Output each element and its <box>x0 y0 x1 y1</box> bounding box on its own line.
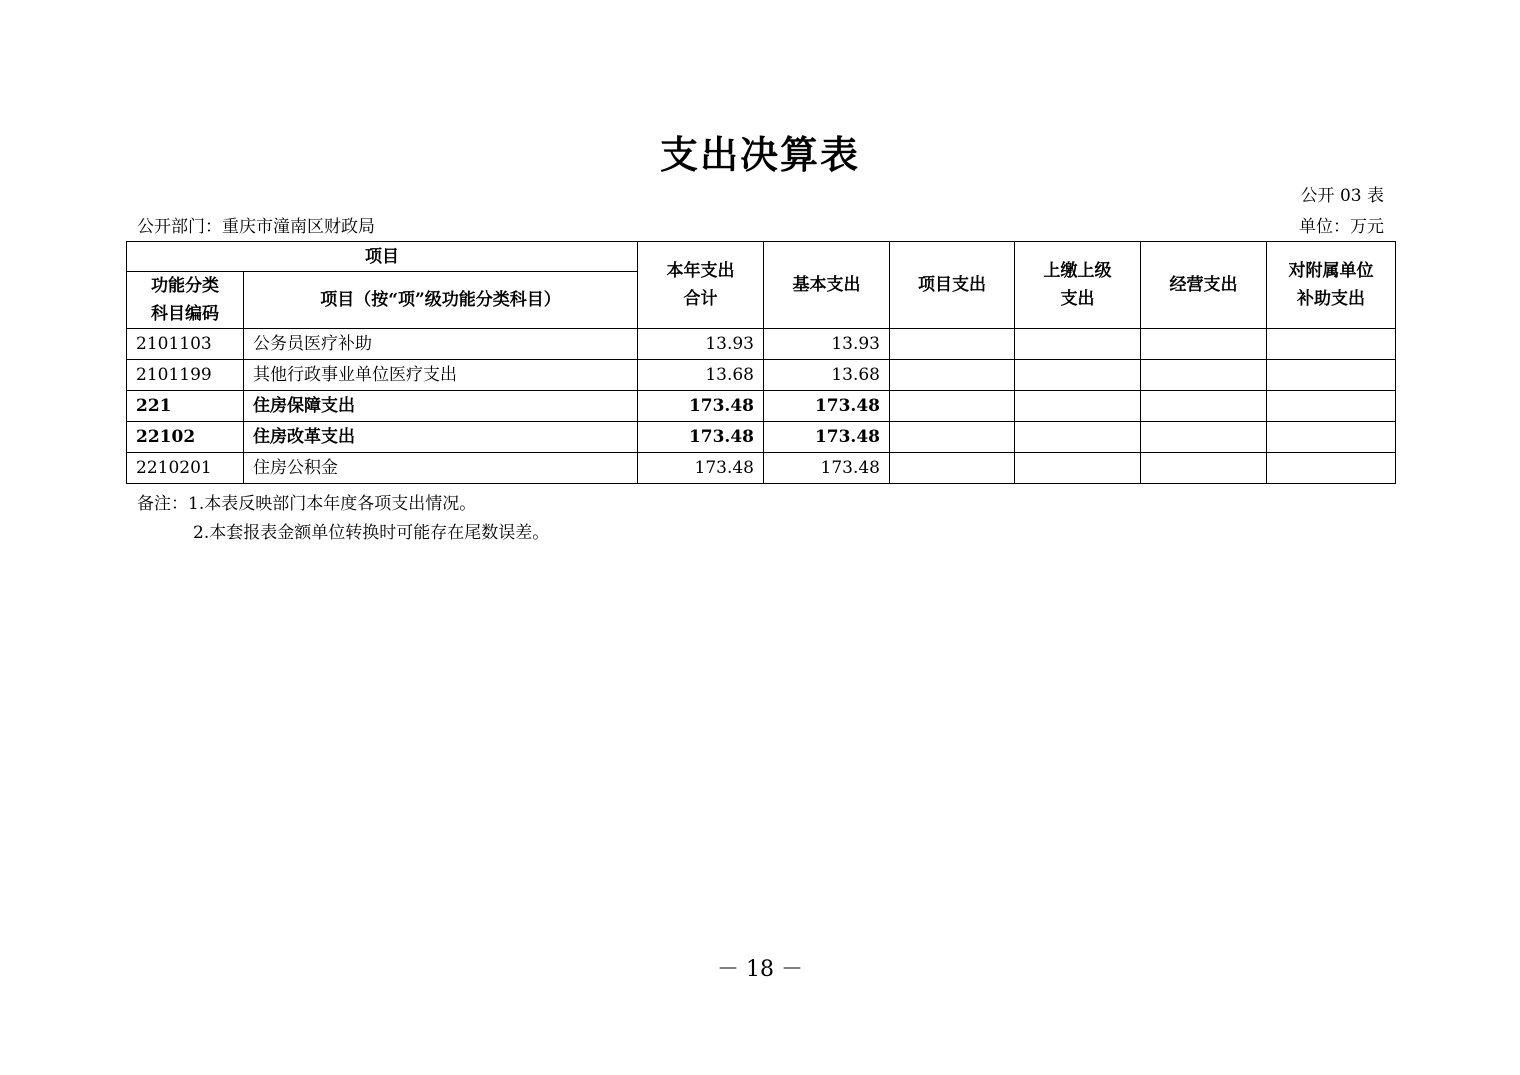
cell-upper <box>1015 422 1141 453</box>
cell-total: 13.68 <box>638 360 764 391</box>
cell-total: 173.48 <box>638 422 764 453</box>
header-total <box>638 242 764 329</box>
note-line-1: 备注：1.本表反映部门本年度各项支出情况。 <box>137 494 477 514</box>
cell-basic: 173.48 <box>764 453 890 484</box>
unit-label: 单位：万元 <box>1299 217 1384 237</box>
cell-basic: 13.93 <box>764 329 890 360</box>
cell-name: 公务员医疗补助 <box>244 329 638 360</box>
table-row <box>127 391 1396 422</box>
form-number: 公开 03 表 <box>1300 186 1384 206</box>
header-item: 项目（按“项”级功能分类科目） <box>244 272 638 329</box>
cell-business <box>1141 422 1267 453</box>
cell-business <box>1141 453 1267 484</box>
header-subsidiary-line1: 对附属单位 <box>1288 261 1374 281</box>
cell-subsidiary <box>1267 422 1396 453</box>
cell-code: 2101199 <box>127 360 244 391</box>
cell-project <box>890 360 1015 391</box>
cell-subsidiary <box>1267 329 1396 360</box>
header-project: 项目支出 <box>890 242 1015 329</box>
cell-name: 住房公积金 <box>244 453 638 484</box>
cell-business <box>1141 391 1267 422</box>
cell-project <box>890 329 1015 360</box>
department-label: 公开部门：重庆市潼南区财政局 <box>137 217 375 237</box>
header-code <box>127 272 244 329</box>
cell-upper <box>1015 391 1141 422</box>
expenditure-table <box>126 241 1396 484</box>
cell-business <box>1141 329 1267 360</box>
cell-subsidiary <box>1267 391 1396 422</box>
cell-upper <box>1015 360 1141 391</box>
note-line-2: 2.本套报表金额单位转换时可能存在尾数误差。 <box>193 523 550 543</box>
cell-project <box>890 391 1015 422</box>
cell-upper <box>1015 453 1141 484</box>
header-basic: 基本支出 <box>764 242 890 329</box>
header-subsidiary-line2: 补助支出 <box>1297 289 1365 309</box>
header-upper-line1: 上缴上级 <box>1043 261 1112 281</box>
cell-code: 221 <box>127 391 244 422</box>
table-row <box>127 422 1396 453</box>
cell-name: 住房改革支出 <box>244 422 638 453</box>
notes <box>137 490 549 548</box>
cell-basic: 173.48 <box>764 422 890 453</box>
cell-project <box>890 422 1015 453</box>
header-item-group: 项目 <box>127 242 638 272</box>
header-total-line1: 本年支出 <box>666 261 735 281</box>
table-row <box>127 360 1396 391</box>
cell-subsidiary <box>1267 360 1396 391</box>
header-upper <box>1015 242 1141 329</box>
cell-subsidiary <box>1267 453 1396 484</box>
cell-business <box>1141 360 1267 391</box>
header-business: 经营支出 <box>1141 242 1267 329</box>
table-row <box>127 453 1396 484</box>
table-row <box>127 329 1396 360</box>
cell-upper <box>1015 329 1141 360</box>
header-code-line1: 功能分类 <box>151 276 219 296</box>
cell-total: 13.93 <box>638 329 764 360</box>
cell-total: 173.48 <box>638 453 764 484</box>
header-subsidiary <box>1267 242 1396 329</box>
header-upper-line2: 支出 <box>1060 289 1095 309</box>
cell-code: 2101103 <box>127 329 244 360</box>
cell-name: 其他行政事业单位医疗支出 <box>244 360 638 391</box>
cell-total: 173.48 <box>638 391 764 422</box>
cell-basic: 173.48 <box>764 391 890 422</box>
cell-basic: 13.68 <box>764 360 890 391</box>
cell-code: 2210201 <box>127 453 244 484</box>
header-code-line2: 科目编码 <box>151 304 219 324</box>
cell-code: 22102 <box>127 422 244 453</box>
cell-project <box>890 453 1015 484</box>
page-number: － 18 － <box>717 957 803 982</box>
cell-name: 住房保障支出 <box>244 391 638 422</box>
header-total-line2: 合计 <box>683 289 718 309</box>
page-title: 支出决算表 <box>659 132 860 177</box>
